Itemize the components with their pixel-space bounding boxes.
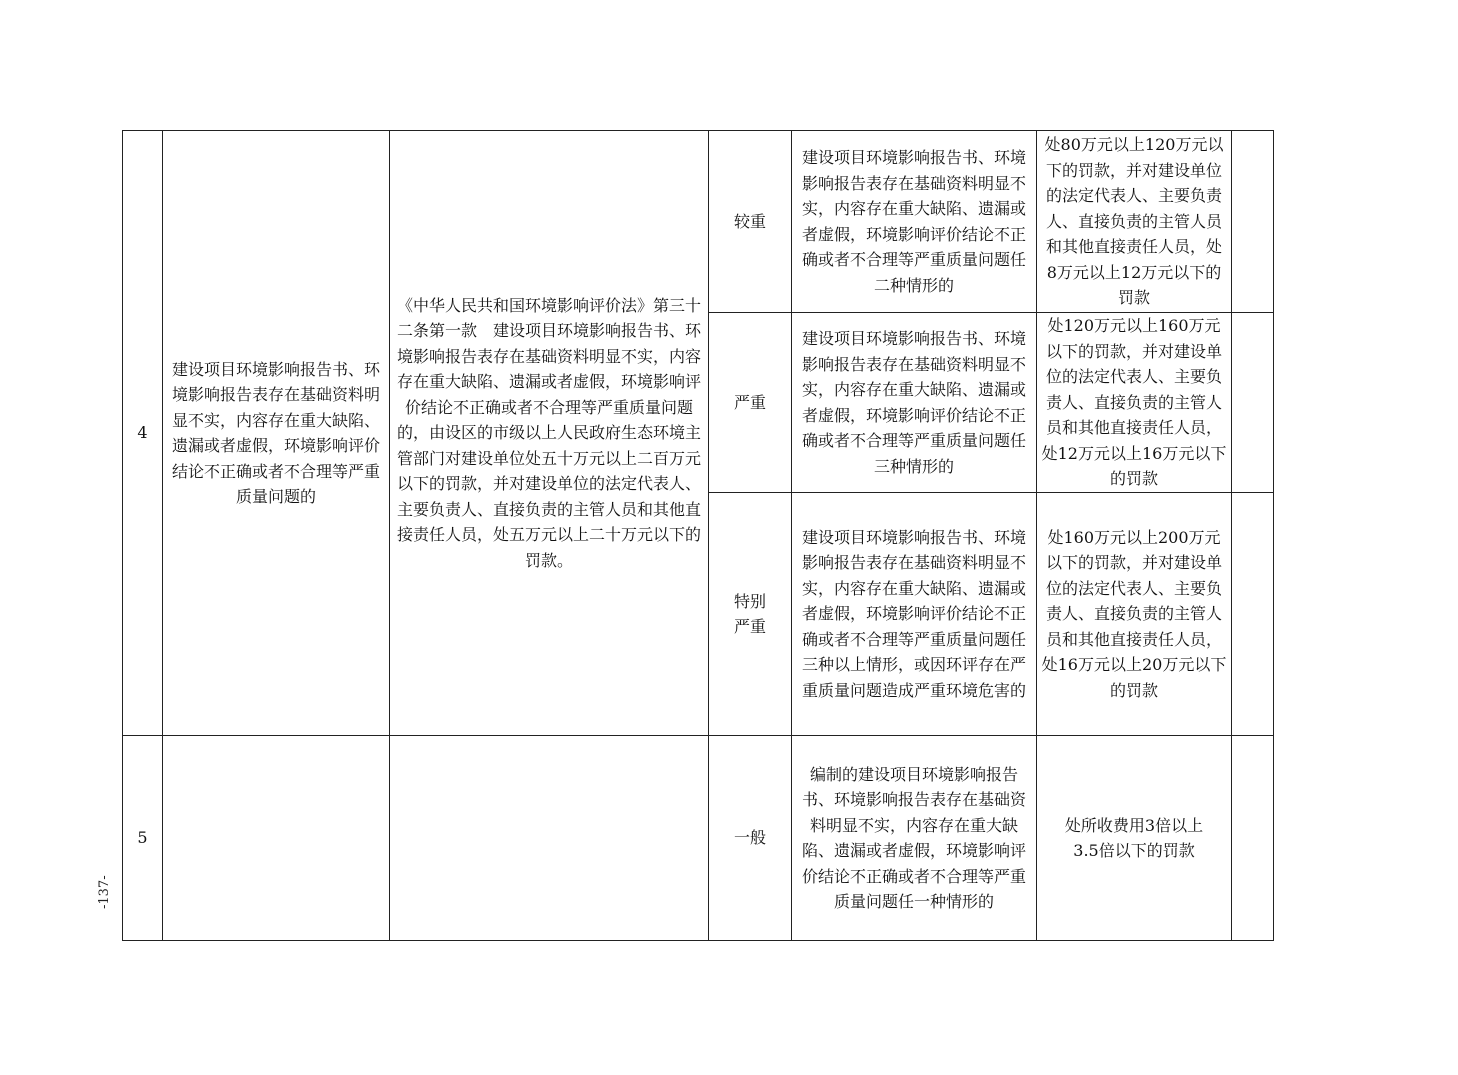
table-row xyxy=(123,736,1274,941)
circumstance-cell: 建设项目环境影响报告书、环境影响报告表存在基础资料明显不实，内容存在重大缺陷、遗漏或者虚假，环境影响评价结论不正确或者不合理等严重质量问题任二种情形的 xyxy=(792,131,1037,313)
remarks-cell xyxy=(1232,131,1274,313)
penalty-cell: 处160万元以上200万元以下的罚款，并对建设单位的法定代表人、主要负责人、直接负责的主管人员和其他直接责任人员，处16万元以上20万元以下的罚款 xyxy=(1037,493,1232,736)
row-number: 4 xyxy=(123,131,163,736)
circumstance-cell: 建设项目环境影响报告书、环境影响报告表存在基础资料明显不实，内容存在重大缺陷、遗漏或者虚假，环境影响评价结论不正确或者不合理等严重质量问题任三种情形的 xyxy=(792,313,1037,493)
circumstance-cell: 编制的建设项目环境影响报告书、环境影响报告表存在基础资料明显不实，内容存在重大缺陷、遗漏或者虚假，环境影响评价结论不正确或者不合理等严重质量问题任一种情形的 xyxy=(792,736,1037,941)
violation-cell xyxy=(163,736,390,941)
violation-cell: 建设项目环境影响报告书、环境影响报告表存在基础资料明显不实，内容存在重大缺陷、遗漏或者虚假，环境影响评价结论不正确或者不合理等严重质量问题的 xyxy=(163,131,390,736)
remarks-cell xyxy=(1232,736,1274,941)
penalty-table xyxy=(122,130,1274,941)
level-cell: 较重 xyxy=(709,131,792,313)
penalty-cell: 处所收费用3倍以上3.5倍以下的罚款 xyxy=(1037,736,1232,941)
legal-basis-cell xyxy=(390,736,709,941)
level-cell: 严重 xyxy=(709,313,792,493)
remarks-cell xyxy=(1232,493,1274,736)
remarks-cell xyxy=(1232,313,1274,493)
level-cell: 特别严重 xyxy=(709,493,792,736)
table-row xyxy=(123,131,1274,313)
page-number: -137- xyxy=(97,875,112,909)
penalty-cell: 处80万元以上120万元以下的罚款，并对建设单位的法定代表人、主要负责人、直接负责的主管人员和其他直接责任人员，处8万元以上12万元以下的罚款 xyxy=(1037,131,1232,313)
legal-basis-cell: 《中华人民共和国环境影响评价法》第三十二条第一款 建设项目环境影响报告书、环境影响报告表存在基础资料明显不实，内容存在重大缺陷、遗漏或者虚假，环境影响评价结论不正确或者不合理等严重质量问题的，由设区的市级以上人民政府生态环境主管部门对建设单位处五十万元以上二百万元以下的罚款，并对建设单位的法定代表人、主要负责人、直接负责的主管人员和其他直接责任人员，处五万元以上二十万元以下的罚款。 xyxy=(390,131,709,736)
level-cell: 一般 xyxy=(709,736,792,941)
circumstance-cell: 建设项目环境影响报告书、环境影响报告表存在基础资料明显不实，内容存在重大缺陷、遗漏或者虚假，环境影响评价结论不正确或者不合理等严重质量问题任三种以上情形，或因环评存在严重质量问题造成严重环境危害的 xyxy=(792,493,1037,736)
penalty-cell: 处120万元以上160万元以下的罚款，并对建设单位的法定代表人、主要负责人、直接负责的主管人员和其他直接责任人员，处12万元以上16万元以下的罚款 xyxy=(1037,313,1232,493)
row-number: 5 xyxy=(123,736,163,941)
